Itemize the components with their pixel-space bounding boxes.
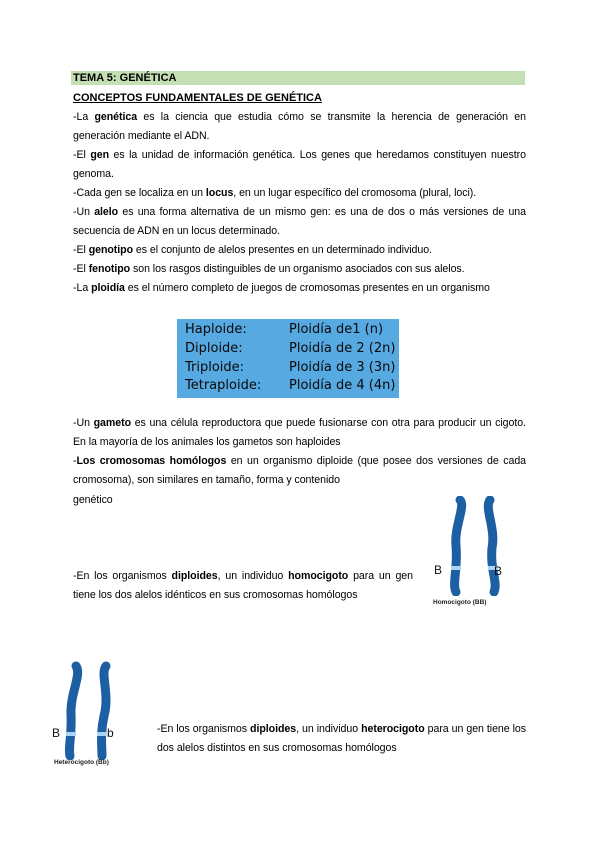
paragraph-fenotipo: -El fenotipo son los rasgos distinguibles de un organismo asociados con sus alelos. bbox=[73, 263, 465, 275]
chromosome-right bbox=[102, 666, 107, 756]
chromosome-left bbox=[69, 666, 77, 756]
topic-title: TEMA 5: GENÉTICA bbox=[73, 72, 177, 84]
paragraph-gen: -El gen es la unidad de información genética. Los genes que heredamos constituyen nuestro genoma. bbox=[73, 149, 526, 180]
paragraph-heterocigoto: -En los organismos diploides, un individuo heterocigoto para un gen tiene los dos alelos distintos en sus cromosomas homólogos bbox=[157, 723, 527, 754]
heterocigoto-caption: Heterocigoto (Bb) bbox=[54, 759, 109, 766]
paragraph-homologos-tail: genético bbox=[73, 494, 113, 506]
heterocigoto-chromosomes-figure bbox=[58, 660, 128, 760]
paragraph-genotipo: -El genotipo es el conjunto de alelos presentes en un determinado individuo. bbox=[73, 244, 432, 256]
allele-label-left: B bbox=[434, 563, 443, 577]
ploidy-name: Diploide: bbox=[185, 341, 243, 356]
ploidy-value: Ploidía de 2 (2n) bbox=[289, 341, 396, 356]
ploidy-table bbox=[177, 319, 399, 398]
chromosome-right bbox=[488, 500, 495, 592]
section-title: CONCEPTOS FUNDAMENTALES DE GENÉTICA bbox=[73, 92, 322, 104]
allele-label-left: B bbox=[52, 726, 61, 740]
paragraph-alelo: -Un alelo es una forma alternativa de un mismo gen: es una de dos o más versiones de una secuencia de ADN en un locus determinado. bbox=[73, 206, 526, 237]
ploidy-name: Tetraploide: bbox=[185, 378, 262, 393]
homocigoto-chromosomes-figure bbox=[440, 496, 510, 596]
paragraph-gameto: -Un gameto es una célula reproductora que puede fusionarse con otra para producir un cigoto. En la mayoría de los animales los gametos son haploides bbox=[73, 417, 526, 448]
allele-band-left bbox=[66, 732, 76, 736]
ploidy-name: Haploide: bbox=[185, 322, 247, 337]
chromosome-left bbox=[455, 500, 462, 592]
paragraph-ploidia: -La ploidía es el número completo de juegos de cromosomas presentes en un organismo bbox=[73, 282, 490, 294]
paragraph-genetica: -La genética es la ciencia que estudia cómo se transmite la herencia de generación en generación mediante el ADN. bbox=[73, 111, 526, 142]
ploidy-value: Ploidía de 4 (4n) bbox=[289, 378, 396, 393]
allele-label-right: B bbox=[494, 564, 503, 578]
ploidy-value: Ploidía de1 (n) bbox=[289, 322, 384, 337]
allele-label-right: b bbox=[107, 726, 114, 740]
allele-band-right bbox=[97, 732, 107, 736]
paragraph-locus: -Cada gen se localiza en un locus, en un lugar específico del cromosoma (plural, loci). bbox=[73, 187, 477, 199]
ploidy-name: Triploide: bbox=[185, 360, 245, 375]
paragraph-homocigoto: -En los organismos diploides, un individuo homocigoto para un gen tiene los dos alelos idénticos en sus cromosomas homólogos bbox=[73, 570, 413, 601]
paragraph-homologos: -Los cromosomas homólogos en un organismo diploide (que posee dos versiones de cada cromosoma), son similares en tamaño, forma y contenido bbox=[73, 455, 527, 486]
allele-band-left bbox=[451, 566, 461, 570]
ploidy-value: Ploidía de 3 (3n) bbox=[289, 360, 396, 375]
homocigoto-caption: Homocigoto (BB) bbox=[433, 599, 487, 606]
